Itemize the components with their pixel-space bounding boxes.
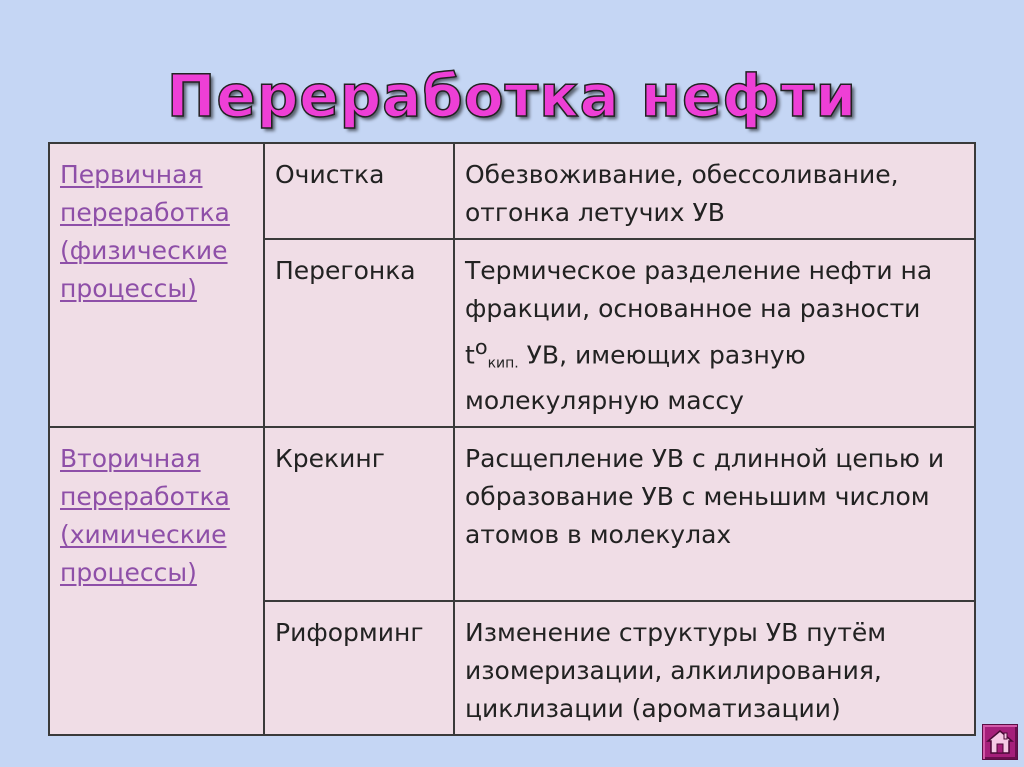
category-line: процессы) <box>60 274 197 303</box>
boiling-subscript: кип. <box>487 355 519 372</box>
processing-table <box>48 142 976 736</box>
description-text: Термическое разделение нефти на фракции, основанное на разности t <box>465 256 933 370</box>
category-line: Первичная <box>60 160 203 189</box>
degree-symbol: o <box>474 335 488 359</box>
page-title: Переработка нефти <box>166 62 858 130</box>
category-cell-secondary <box>49 427 264 735</box>
table-row <box>49 427 975 601</box>
home-button[interactable] <box>982 724 1018 760</box>
description-cell <box>454 239 975 427</box>
description-cell: Изменение структуры УВ путём изомеризации, алкилирования, циклизации (ароматизации) <box>454 601 975 735</box>
home-icon <box>986 728 1014 756</box>
method-cell: Риформинг <box>264 601 454 735</box>
category-link-secondary[interactable] <box>60 444 230 587</box>
category-line: (химические <box>60 520 227 550</box>
category-link-primary[interactable] <box>60 160 230 303</box>
method-cell: Очистка <box>264 143 454 239</box>
category-cell-primary <box>49 143 264 427</box>
method-cell: Перегонка <box>264 239 454 427</box>
description-text: УВ, имеющих разную молекулярную массу <box>465 340 806 416</box>
category-line: Вторичная <box>60 444 201 474</box>
category-line: (физические <box>60 236 228 265</box>
category-line: процессы) <box>60 558 197 588</box>
description-cell: Обезвоживание, обессоливание, отгонка летучих УВ <box>454 143 975 239</box>
category-line: переработка <box>60 482 230 512</box>
category-line: переработка <box>60 198 230 227</box>
table-row <box>49 143 975 239</box>
description-cell: Расщепление УВ с длинной цепью и образование УВ с меньшим числом атомов в молекулах <box>454 427 975 601</box>
method-cell: Крекинг <box>264 427 454 601</box>
